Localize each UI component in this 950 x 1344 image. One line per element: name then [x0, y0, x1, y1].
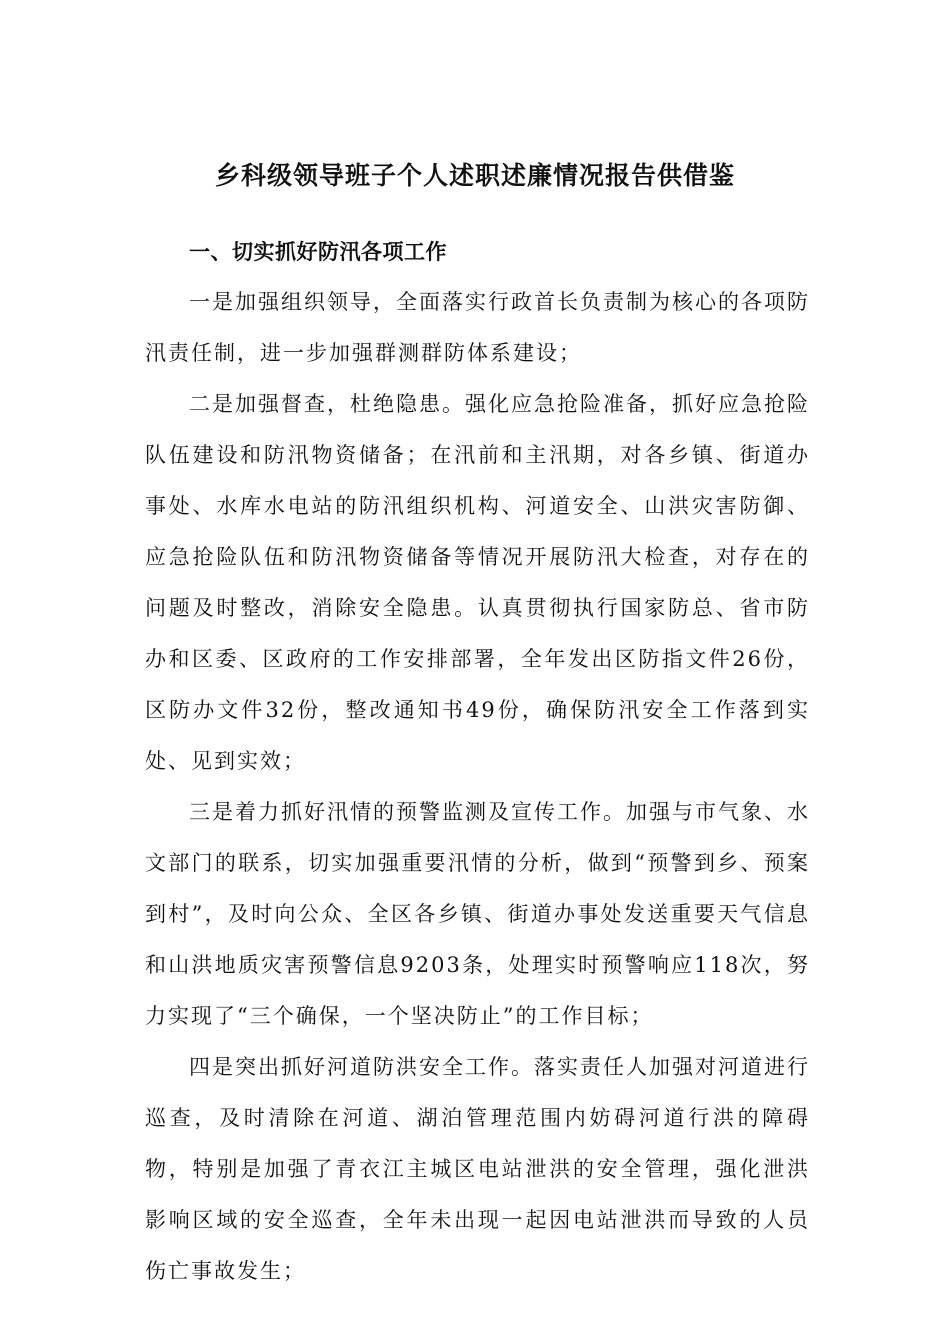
- paragraph-4: 四是突出抓好河道防洪安全工作。落实责任人加强对河道进行巡查，及时清除在河道、湖泊管理范围内妨碍河道行洪的障碍物，特别是加强了青衣江主城区电站泄洪的安全管理，强化泄洪影响区域的安全巡查，全年未出现一起因电站泄洪而导致的人员伤亡事故发生；: [145, 1055, 810, 1283]
- section-heading: 一、切实抓好防汛各项工作: [189, 239, 447, 264]
- paragraph-3: 三是着力抓好汛情的预警监测及宣传工作。加强与市气象、水文部门的联系，切实加强重要汛情的分析，做到“预警到乡、预案到村”，及时向公众、全区各乡镇、街道办事处发送重要天气信息和山洪地质灾害预警信息9203条，处理实时预警响应118次，努力实现了“三个确保，一个坚决防止”的工作目标；: [145, 800, 810, 1028]
- document-body: [145, 226, 810, 1297]
- paragraph-2: 二是加强督查，杜绝隐患。强化应急抢险准备，抓好应急抢险队伍建设和防汛物资储备；在汛前和主汛期，对各乡镇、街道办事处、水库水电站的防汛组织机构、河道安全、山洪灾害防御、应急抢险队伍和防汛物资储备等情况开展防汛大检查，对存在的问题及时整改，消除安全隐患。认真贯彻执行国家防总、省市防办和区委、区政府的工作安排部署，全年发出区防指文件26份，区防办文件32份，整改通知书49份，确保防汛安全工作落到实处、见到实效；: [145, 392, 810, 773]
- paragraph-1: 一是加强组织领导，全面落实行政首长负责制为核心的各项防汛责任制，进一步加强群测群防体系建设；: [145, 290, 810, 365]
- document-title: 乡科级领导班子个人述职述廉情况报告供借鉴: [214, 161, 735, 190]
